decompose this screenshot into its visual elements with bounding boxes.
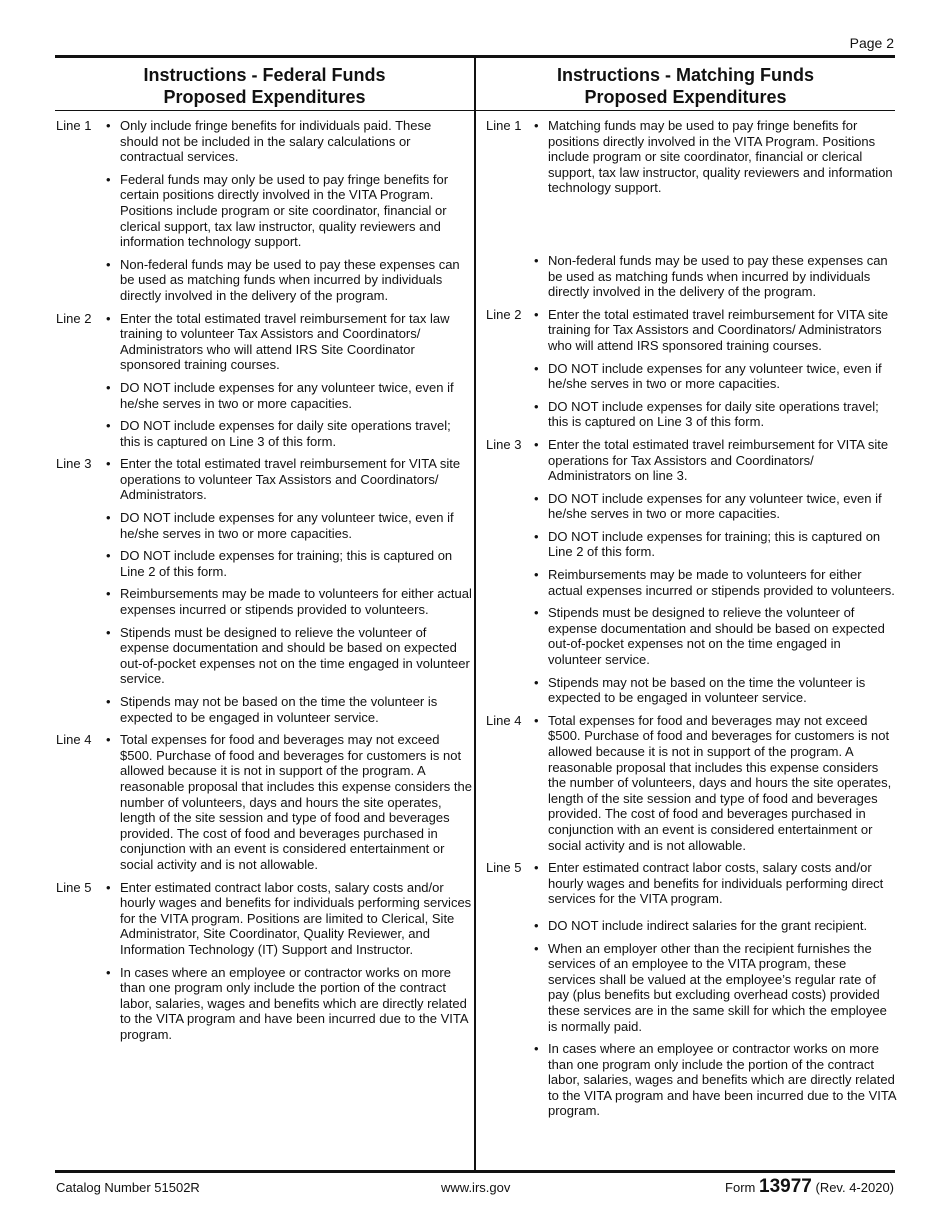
- bullet-icon: •: [106, 510, 111, 526]
- list-item: • DO NOT include expenses for daily site operations travel; this is captured on Line 3 of this form.: [106, 418, 451, 449]
- list-item: • DO NOT include expenses for daily site operations travel; this is captured on Line 3 of this form.: [534, 398, 879, 430]
- line-label: Line 4: [56, 732, 92, 748]
- matching-line-3: [486, 437, 896, 706]
- line-label: Line 2: [486, 306, 522, 322]
- list-item: • Enter estimated contract labor costs, salary costs and/or hourly wages and benefits for individuals performing services for the VITA program. Positions are limited to Clerical, Site Administrator, Site Coordinator, Quality Reviewer, and Information Technology (IT) Support and Instructor.: [106, 879, 472, 957]
- bullet-icon: •: [106, 879, 111, 895]
- matching-heading-line1: Instructions - Matching Funds: [557, 65, 814, 85]
- list-item: • DO NOT include expenses for any volunteer twice, even if he/she serves in two or more capacities.: [106, 379, 454, 411]
- spacer: [486, 203, 896, 253]
- matching-heading-line2: Proposed Expenditures: [584, 87, 787, 107]
- bullet-icon: •: [534, 252, 539, 268]
- form-number: 13977: [759, 1176, 812, 1197]
- bullet-icon: •: [106, 310, 111, 326]
- list-item: • Stipends may not be based on the time the volunteer is expected to be engaged in volunteer service.: [106, 694, 438, 725]
- matching-line-2: [486, 307, 896, 430]
- matching-line-4: [486, 713, 896, 853]
- bullet-icon: •: [534, 436, 539, 452]
- line-label: Line 1: [56, 118, 92, 133]
- federal-line-5: [56, 880, 472, 1043]
- list-item: • In cases where an employee or contractor works on more than one program only include the portion of the contract labor, salaries, wages and benefits which are directly related to the VITA program and have been incurred due to the VITA program.: [534, 1041, 896, 1119]
- bullet-icon: •: [106, 418, 111, 434]
- list-item: • Total expenses for food and beverages may not exceed $500. Purchase of food and beverages for customers is not allowed because it is not in support of the program. A reasonable proposal that includes this expense considers the number of volunteers, days and hours the site operates, length of the site session and type of food and beverages provided. The cost of food and beverages purchased in conjunction with an event is considered entertainment or social activity and is not allowable.: [534, 712, 892, 853]
- federal-heading-line1: Instructions - Federal Funds: [143, 65, 386, 85]
- list-item: • Stipends may not be based on the time the volunteer is expected to be engaged in volunteer service.: [534, 674, 866, 706]
- bullet-icon: •: [534, 118, 539, 133]
- bullet-icon: •: [534, 674, 539, 690]
- list-item: • Stipends must be designed to relieve the volunteer of expense documentation and should be based on expected out-of-pocket expenses not on the time engaged in volunteer service.: [106, 624, 470, 687]
- line-label: Line 1: [486, 118, 522, 133]
- bullet-icon: •: [106, 256, 111, 272]
- form-revision: (Rev. 4-2020): [815, 1180, 894, 1195]
- bullet-icon: •: [106, 732, 111, 748]
- line-label: Line 3: [56, 456, 92, 472]
- bottom-rule: [55, 1170, 895, 1173]
- federal-funds-column: [56, 118, 472, 1049]
- federal-line-3: [56, 456, 472, 725]
- list-item: • Total expenses for food and beverages may not exceed $500. Purchase of food and beverages for customers is not allowed because it is not in support of the program. A reasonable proposal that includes this expense considers the number of volunteers, days and hours the site operates, length of the site session and type of food and beverages provided. The cost of food and beverages purchased in conjunction with an event is considered entertainment or social activity and is not allowable.: [106, 732, 472, 872]
- list-item: • DO NOT include expenses for any volunteer twice, even if he/she serves in two or more capacities.: [106, 510, 454, 541]
- bullet-icon: •: [106, 171, 111, 187]
- matching-line-1: [486, 118, 896, 300]
- list-item: • Enter the total estimated travel reimbursement for VITA site operations for Tax Assistors and Coordinators/ Administrators on line 3.: [534, 436, 889, 484]
- list-item: • Enter estimated contract labor costs, salary costs and/or hourly wages and benefits for individuals performing direct services for the VITA program.: [534, 860, 884, 907]
- bullet-icon: •: [106, 118, 111, 133]
- bullet-icon: •: [534, 490, 539, 506]
- matching-funds-heading: [476, 64, 895, 108]
- list-item: • Matching funds may be used to pay fringe benefits for positions directly involved in the VITA Program. Positions include program or site coordinator, financial or clerical support, tax law instructor, quality reviewers and information technology support.: [534, 118, 893, 196]
- list-item: • Enter the total estimated travel reimbursement for VITA site operations to volunteer Tax Assistors and Coordinators/ Administrators.: [106, 456, 461, 503]
- list-item: • Stipends must be designed to relieve the volunteer of expense documentation and should be based on expected out-of-pocket expenses not on the time engaged in volunteer service.: [534, 605, 885, 668]
- federal-line-2: [56, 311, 472, 450]
- website-link: www.irs.gov: [441, 1180, 511, 1195]
- bullet-icon: •: [534, 360, 539, 376]
- list-item: • When an employer other than the recipient furnishes the services of an employee to the VITA program, these services shall be valued at the employee’s regular rate of pay (plus benefits but excluding overhead costs) provided these services are in the same skill for which the employee is normally paid.: [534, 940, 887, 1034]
- line-label: Line 5: [486, 860, 522, 876]
- page-number: Page 2: [849, 35, 894, 51]
- line-label: Line 3: [486, 436, 522, 452]
- list-item: • Enter the total estimated travel reimbursement for VITA site training for Tax Assistors and Coordinators/ Administrators who will attend IRS sponsored training courses.: [534, 306, 889, 353]
- list-item: • DO NOT include expenses for any volunteer twice, even if he/she serves in two or more capacities.: [534, 490, 882, 522]
- list-item: • Non-federal funds may be used to pay these expenses can be used as matching funds when incurred by individuals directly involved in the delivery of the program.: [106, 256, 460, 303]
- list-item: • Only include fringe benefits for individuals paid. These should not be included in the salary calculations or contractual services.: [106, 118, 432, 165]
- bullet-icon: •: [106, 548, 111, 564]
- form-identifier: [725, 1176, 894, 1198]
- bullet-icon: •: [534, 1041, 539, 1057]
- bullet-icon: •: [106, 694, 111, 709]
- matching-funds-column: [486, 118, 896, 1126]
- list-item: • DO NOT include indirect salaries for the grant recipient.: [534, 917, 868, 933]
- list-item: • Reimbursements may be made to volunteers for either actual expenses incurred or stipends provided to volunteers.: [534, 567, 895, 598]
- form-prefix: Form: [725, 1180, 756, 1195]
- bullet-icon: •: [534, 940, 539, 956]
- bullet-icon: •: [534, 398, 539, 414]
- list-item: • Non-federal funds may be used to pay these expenses can be used as matching funds when incurred by individuals directly involved in the delivery of the program.: [534, 252, 888, 300]
- federal-line-1: [56, 118, 472, 304]
- line-label: Line 5: [56, 879, 92, 895]
- list-item: • Enter the total estimated travel reimbursement for tax law training to volunteer Tax Assistors and Coordinators/ Administrators who will attend IRS Site Coordinator sponsored training courses.: [106, 310, 450, 373]
- line-label: Line 4: [486, 712, 522, 728]
- bullet-icon: •: [106, 586, 111, 602]
- bullet-icon: •: [534, 860, 539, 876]
- bullet-icon: •: [106, 379, 111, 395]
- matching-line-5: [486, 860, 896, 1119]
- bullet-icon: •: [106, 964, 111, 980]
- bullet-icon: •: [106, 624, 111, 640]
- bullet-icon: •: [534, 567, 539, 583]
- bullet-icon: •: [534, 712, 539, 728]
- list-item: • Reimbursements may be made to volunteers for either actual expenses incurred or stipends provided to volunteers.: [106, 586, 472, 618]
- bullet-icon: •: [534, 605, 539, 621]
- list-item: • DO NOT include expenses for any volunteer twice, even if he/she serves in two or more capacities.: [534, 360, 882, 392]
- line-label: Line 2: [56, 310, 92, 326]
- column-divider: [474, 56, 476, 1172]
- list-item: • Federal funds may only be used to pay fringe benefits for certain positions directly involved in the VITA Program. Positions include program or site coordinator, financial or clerical support, tax law instructor, quality reviewers and information technology support.: [106, 171, 449, 250]
- federal-line-4: [56, 732, 472, 872]
- list-item: • DO NOT include expenses for training; this is captured on Line 2 of this form.: [106, 548, 453, 579]
- bullet-icon: •: [534, 917, 539, 933]
- catalog-number: Catalog Number 51502R: [56, 1180, 200, 1195]
- federal-heading-line2: Proposed Expenditures: [163, 87, 366, 107]
- list-item: • DO NOT include expenses for training; this is captured on Line 2 of this form.: [534, 528, 881, 560]
- bullet-icon: •: [106, 456, 111, 472]
- bullet-icon: •: [534, 528, 539, 544]
- federal-funds-heading: [55, 64, 474, 108]
- list-item: • In cases where an employee or contractor works on more than one program only include the portion of the contract labor, salaries, wages and benefits which are directly related to the VITA program and have been incurred due to the VITA program.: [106, 964, 468, 1042]
- bullet-icon: •: [534, 306, 539, 322]
